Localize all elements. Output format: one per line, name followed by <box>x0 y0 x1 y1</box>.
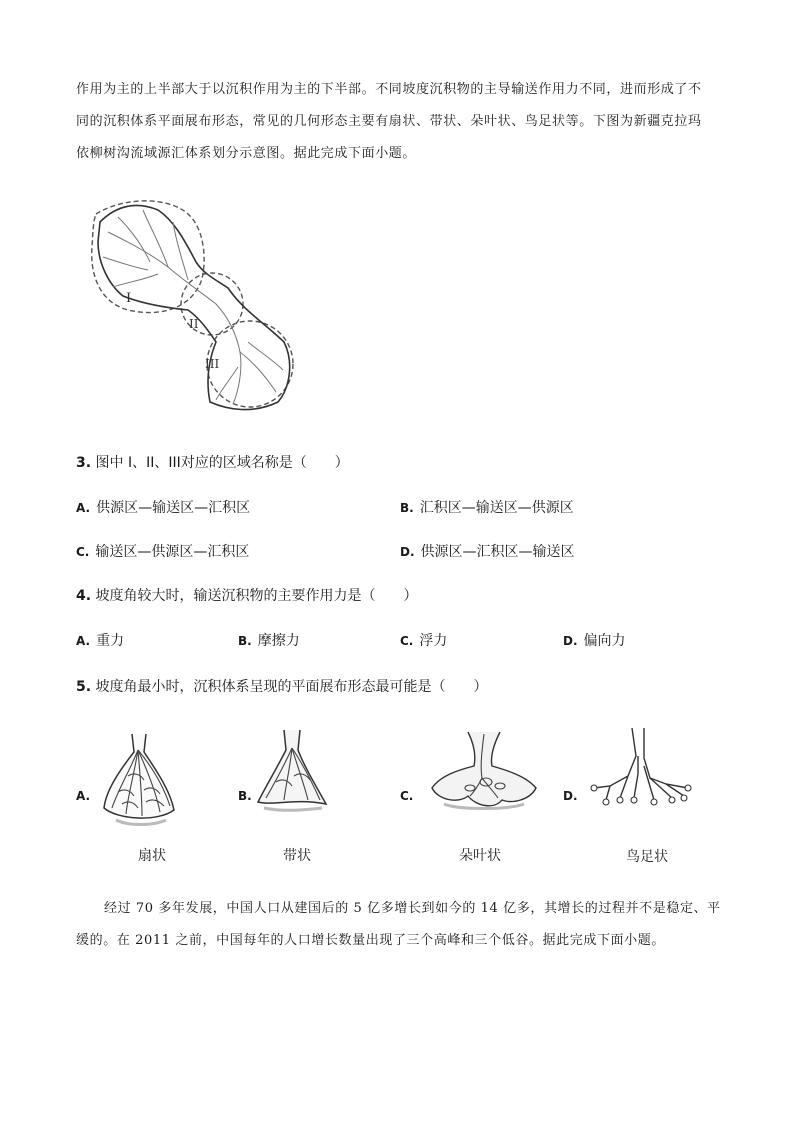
q4-option-b[interactable]: B. 摩擦力 <box>238 633 300 649</box>
drainage-network <box>103 210 283 404</box>
q3-option-a[interactable]: A. 供源区—输送区—汇积区 <box>76 500 251 516</box>
q4-option-c[interactable]: C. 浮力 <box>400 633 448 649</box>
watershed-outline <box>98 206 290 410</box>
intro-line-2: 同的沉积体系平面展布形态，常见的几何形态主要有扇状、带状、朵叶状、鸟足状等。下图为新疆克拉玛 <box>76 114 702 129</box>
q4-option-a[interactable]: A. 重力 <box>76 633 125 649</box>
outro-line-2: 缓的。在 2011 之前，中国每年的人口增长数量出现了三个高峰和三个低谷。据此完成下面小题。 <box>76 933 665 948</box>
q5-option-a[interactable]: A. <box>76 789 91 803</box>
zone-label-2: II <box>189 317 199 331</box>
intro-paragraph <box>76 74 721 170</box>
outro-line-1: 经过 70 多年发展，中国人口从建国后的 5 亿多增长到如今的 14 亿多，其增长的过程并不是稳定、平 <box>104 901 721 916</box>
caption-fan: 扇状 <box>138 848 166 864</box>
intro-line-1: 作用为主的上半部大于以沉积作用为主的下半部。不同坡度沉积物的主导输送作用力不同，进而形成了不 <box>76 82 702 97</box>
caption-lobate: 朵叶状 <box>459 848 501 864</box>
question-4-text: 坡度角较大时，输送沉积物的主要作用力是（ ） <box>95 588 418 604</box>
outro-paragraph <box>76 893 721 957</box>
band-shape-figure <box>254 726 330 814</box>
bird-foot-shape-figure <box>588 726 696 812</box>
caption-band: 带状 <box>283 848 311 864</box>
q5-option-d[interactable]: D. <box>563 789 578 803</box>
question-4-number: 4. <box>76 588 92 604</box>
question-3-number: 3. <box>76 455 92 471</box>
question-5 <box>76 676 488 696</box>
question-3-text: 图中 I、II、III对应的区域名称是（ ） <box>95 455 349 471</box>
question-3 <box>76 452 349 472</box>
question-4 <box>76 585 418 605</box>
watershed-source-sink-map <box>88 192 300 424</box>
intro-line-3: 依柳树沟流域源汇体系划分示意图。据此完成下面小题。 <box>76 146 417 161</box>
lobate-shape-figure <box>428 730 542 814</box>
q5-option-c[interactable]: C. <box>400 789 414 803</box>
zone-label-1: I <box>126 291 132 306</box>
caption-bird-foot: 鸟足状 <box>626 849 668 865</box>
zone-label-3: III <box>205 357 220 371</box>
fan-shape-figure <box>98 730 180 828</box>
q3-option-d[interactable]: D. 供源区—汇积区—输送区 <box>400 544 575 560</box>
q3-option-b[interactable]: B. 汇积区—输送区—供源区 <box>400 500 574 516</box>
question-5-number: 5. <box>76 679 92 695</box>
q4-option-d[interactable]: D. 偏向力 <box>563 633 626 649</box>
q5-option-b[interactable]: B. <box>238 789 252 803</box>
q3-option-c[interactable]: C. 输送区—供源区—汇积区 <box>76 544 250 560</box>
question-5-text: 坡度角最小时，沉积体系呈现的平面展布形态最可能是（ ） <box>95 679 488 695</box>
